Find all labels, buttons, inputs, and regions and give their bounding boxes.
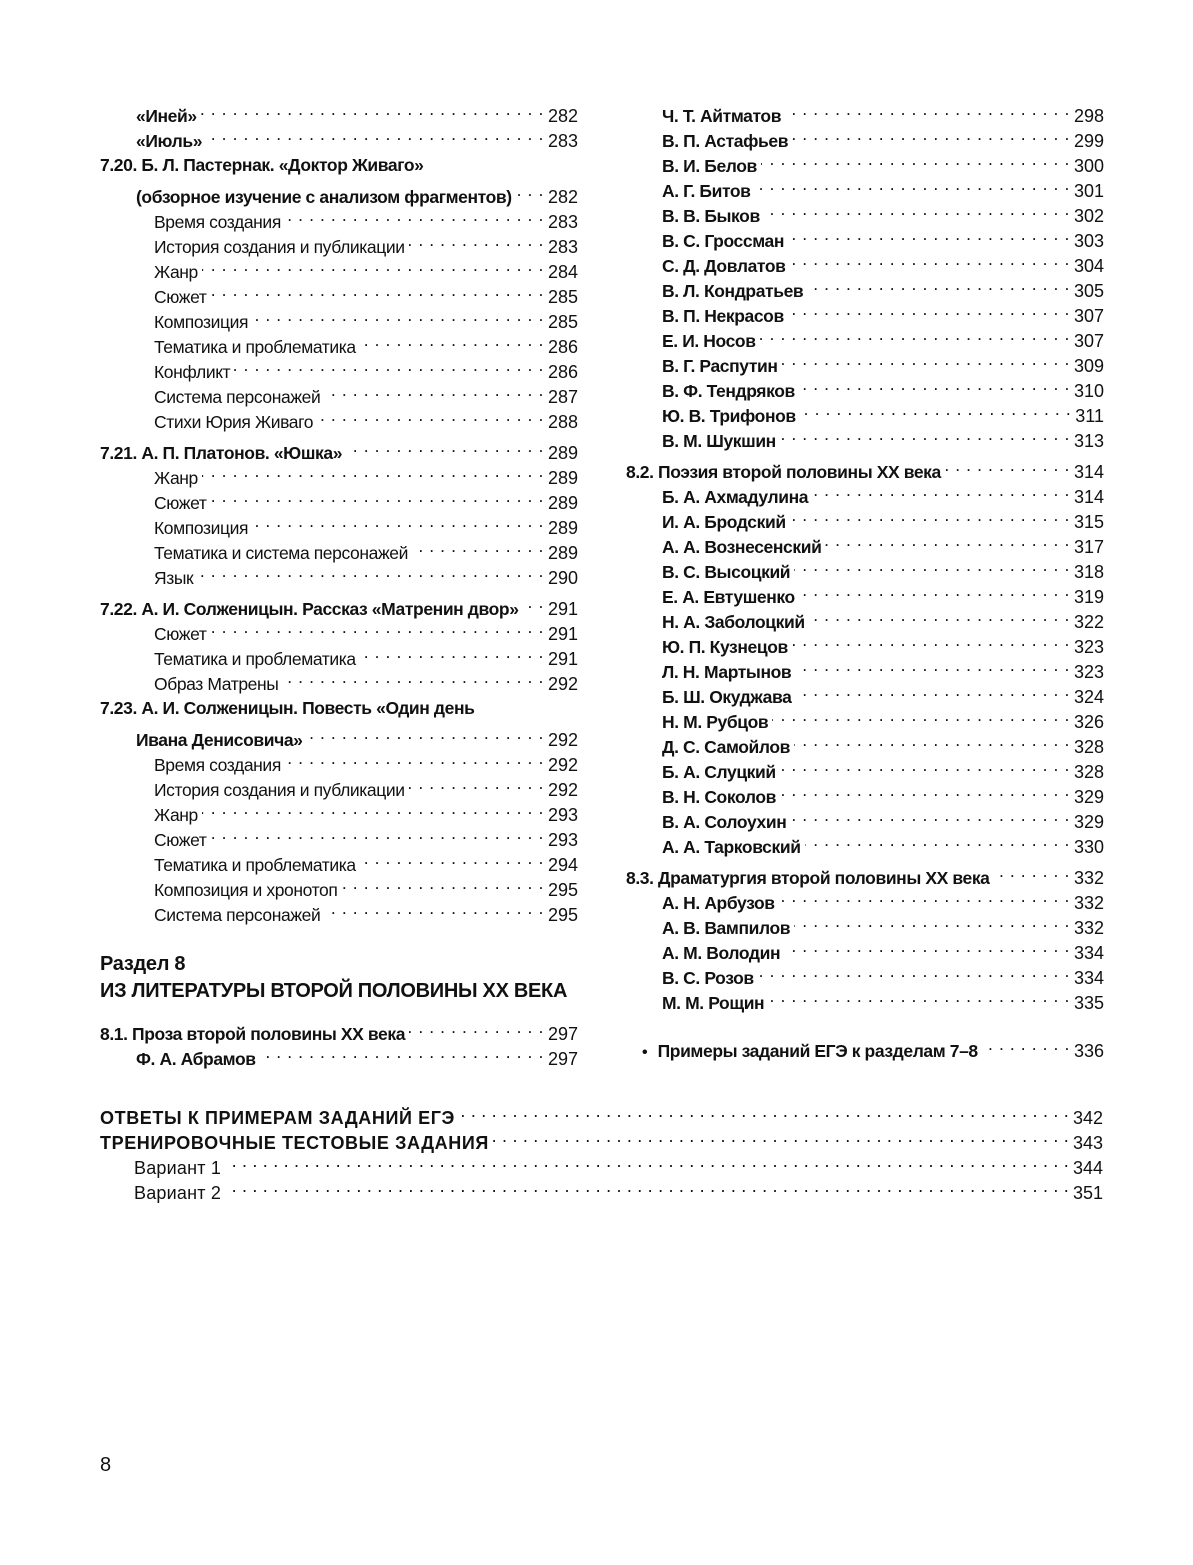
dot-leader	[202, 253, 544, 278]
toc-entry-title: В. П. Некрасов	[662, 306, 784, 326]
toc-entry[interactable]	[100, 721, 578, 750]
dot-leader	[825, 528, 1070, 553]
toc-section-7-23	[100, 696, 578, 925]
toc-entry-page: 324	[1073, 687, 1104, 707]
toc-entry-title: А. А. Тарковский	[662, 837, 801, 857]
toc-entry[interactable]	[626, 859, 1104, 888]
toc-entry-page: 343	[1072, 1133, 1103, 1153]
dot-leader	[794, 553, 1070, 578]
toc-entry-page: 292	[547, 780, 578, 800]
toc-entry-title: Стихи Юрия Живаго	[154, 412, 314, 432]
toc-entry[interactable]	[100, 97, 578, 126]
toc-entry-page: 292	[547, 755, 578, 775]
toc-entry-title: В. П. Астафьев	[662, 131, 789, 151]
toc-entry-title: ОТВЕТЫ К ПРИМЕРАМ ЗАДАНИЙ ЕГЭ	[100, 1108, 455, 1128]
dot-leader	[202, 459, 544, 484]
dot-leader	[360, 846, 544, 871]
toc-entry-page: 351	[1072, 1183, 1103, 1203]
toc-entry-title: В. С. Гроссман	[662, 231, 785, 251]
toc-section-8-2	[626, 453, 1104, 857]
dot-leader	[785, 97, 1070, 122]
toc-entry-page: 290	[547, 568, 578, 588]
dot-leader	[780, 422, 1070, 447]
dot-leader	[346, 434, 544, 459]
toc-subentry[interactable]	[626, 97, 1104, 126]
toc-entry-page: 298	[1073, 106, 1104, 126]
dot-leader	[341, 871, 544, 896]
toc-entry-page: 322	[1073, 612, 1104, 632]
toc-entry-title: Композиция и хронотоп	[154, 880, 338, 900]
toc-entry-title: Композиция	[154, 312, 249, 332]
toc-entry-page: 295	[547, 880, 578, 900]
toc-bottom-section	[100, 1099, 1103, 1203]
toc-entry-page: 319	[1073, 587, 1104, 607]
dot-leader	[764, 197, 1070, 222]
toc-entry-title: В. И. Белов	[662, 156, 757, 176]
dot-leader	[360, 640, 544, 665]
toc-entry-page: 305	[1073, 281, 1104, 301]
dot-leader	[493, 1124, 1069, 1149]
toc-entry-title: Н. М. Рубцов	[662, 712, 769, 732]
toc-entry-page: 283	[547, 237, 578, 257]
toc-section-8-3	[626, 859, 1104, 1013]
dot-leader	[225, 1174, 1069, 1199]
toc-entry-page: 313	[1073, 431, 1104, 451]
dot-leader	[360, 328, 544, 353]
toc-entry-page: 314	[1073, 462, 1104, 482]
section-title-line1[interactable]: 7.23. А. И. Солженицын. Повесть «Один день	[100, 698, 475, 718]
toc-section-8-1	[100, 1015, 578, 1069]
dot-leader	[252, 303, 544, 328]
toc-entry-title: В. С. Розов	[662, 968, 754, 988]
dot-leader	[982, 1032, 1070, 1057]
toc-entry-page: 292	[547, 730, 578, 750]
dot-leader	[285, 203, 544, 228]
toc-entry-title: Б. А. Ахмадулина	[662, 487, 809, 507]
toc-entry-page: 304	[1073, 256, 1104, 276]
dot-leader	[202, 796, 544, 821]
toc-entry-title: ТРЕНИРОВОЧНЫЕ ТЕСТОВЫЕ ЗАДАНИЯ	[100, 1133, 489, 1153]
toc-entry-page: 289	[547, 443, 578, 463]
toc-entry-title: Б. Ш. Окуджава	[662, 687, 792, 707]
dot-leader	[210, 278, 544, 303]
toc-entry-page: 323	[1073, 662, 1104, 682]
toc-entry-title: Тематика и проблематика	[154, 337, 356, 357]
toc-section-8-1-continued	[626, 97, 1104, 451]
section-title: 7.22. А. И. Солженицын. Рассказ «Матренин двор»	[100, 599, 519, 619]
dot-leader	[788, 297, 1070, 322]
section-title: 7.21. А. П. Платонов. «Юшка»	[100, 443, 343, 463]
dot-leader	[761, 147, 1070, 172]
toc-entry[interactable]	[100, 590, 578, 619]
toc-entry-title: История создания и публикации	[154, 780, 405, 800]
toc-entry-answers[interactable]	[100, 1099, 1103, 1128]
dot-leader	[805, 828, 1070, 853]
section-title: 8.3. Драматургия второй половины XX века	[626, 868, 990, 888]
toc-left-column	[100, 97, 578, 1069]
toc-entry-page: 297	[547, 1049, 578, 1069]
dot-leader	[758, 959, 1070, 984]
toc-entry-page: 283	[547, 212, 578, 232]
dot-leader	[412, 534, 544, 559]
toc-entry-examples[interactable]	[626, 1032, 1104, 1061]
dot-leader	[784, 934, 1070, 959]
dot-leader	[317, 403, 544, 428]
toc-entry-title: Вариант 1	[134, 1158, 222, 1178]
toc-entry-page: 328	[1073, 737, 1104, 757]
toc-entry-title: В. Л. Кондратьев	[662, 281, 804, 301]
dot-leader	[790, 803, 1070, 828]
dot-leader	[206, 122, 544, 147]
toc-entry-page: 344	[1072, 1158, 1103, 1178]
toc-entry-title: А. А. Вознесенский	[662, 537, 822, 557]
toc-entry-title: Тематика и система персонажей	[154, 543, 408, 563]
toc-entry-title: В. В. Быков	[662, 206, 760, 226]
toc-entry-title: В. Н. Соколов	[662, 787, 776, 807]
dot-leader	[772, 703, 1070, 728]
dot-leader	[768, 984, 1070, 1009]
toc-entry-page: 332	[1073, 893, 1104, 913]
toc-entry-title: В. А. Солоухин	[662, 812, 787, 832]
page-number: 8	[100, 1454, 112, 1476]
toc-entry-title: Д. С. Самойлов	[662, 737, 791, 757]
toc-entry-page: 330	[1073, 837, 1104, 857]
toc-entry-title: А. Н. Арбузов	[662, 893, 775, 913]
dot-leader	[409, 771, 544, 796]
toc-entry-title: А. Г. Битов	[662, 181, 751, 201]
toc-entry-page: 285	[547, 287, 578, 307]
toc-entry-page: 334	[1073, 968, 1104, 988]
toc-entry-title: Жанр	[154, 262, 198, 282]
toc-section-7-22	[100, 590, 578, 694]
toc-entry-page: 286	[547, 362, 578, 382]
toc-entry-title: Композиция	[154, 518, 249, 538]
toc-entry-title: Система персонажей	[154, 905, 321, 925]
toc-entry-page: 300	[1073, 156, 1104, 176]
toc-entry[interactable]	[100, 178, 578, 207]
toc-entry-title: «Июль»	[136, 131, 203, 151]
toc-entry-page: 332	[1073, 918, 1104, 938]
toc-entry-page: 285	[547, 312, 578, 332]
toc-entry-page: 289	[547, 468, 578, 488]
dot-leader	[799, 372, 1070, 397]
toc-entry-title: А. М. Володин	[662, 943, 781, 963]
dot-leader	[210, 821, 544, 846]
dot-leader	[285, 746, 544, 771]
toc-right-column	[626, 97, 1104, 1061]
toc-entry-title: Время создания	[154, 755, 281, 775]
toc-entry-title: Вариант 2	[134, 1183, 222, 1203]
dot-leader	[234, 353, 544, 378]
dot-leader	[459, 1099, 1069, 1124]
toc-entry-page: 291	[547, 649, 578, 669]
dot-leader	[210, 615, 544, 640]
toc-entry-page: 329	[1073, 812, 1104, 832]
toc-entry-page: 289	[547, 493, 578, 513]
toc-entry-variant[interactable]	[100, 1149, 1103, 1178]
toc-entry-title: М. М. Рощин	[662, 993, 765, 1013]
toc-entry-title: Н. А. Заболоцкий	[662, 612, 805, 632]
toc-entry-page: 323	[1073, 637, 1104, 657]
toc-entry-page: 342	[1072, 1108, 1103, 1128]
toc-entry-title: Сюжет	[154, 624, 207, 644]
toc-entry-page: 311	[1075, 406, 1104, 426]
toc-entry-page: 326	[1073, 712, 1104, 732]
section-title: 8.2. Поэзия второй половины XX века	[626, 462, 941, 482]
section-title-line2: Ивана Денисовича»	[136, 730, 303, 750]
toc-entry-title: В. С. Высоцкий	[662, 562, 791, 582]
toc-entry-title: Примеры заданий ЕГЭ к разделам 7–8	[657, 1041, 978, 1061]
dot-leader	[260, 1040, 544, 1065]
dot-leader	[782, 347, 1070, 372]
section-title-line2: (обзорное изучение с анализом фрагментов)	[136, 187, 512, 207]
dot-leader	[799, 578, 1070, 603]
toc-entry-page: 292	[547, 674, 578, 694]
dot-leader	[755, 172, 1070, 197]
toc-entry-title: Л. Н. Мартынов	[662, 662, 792, 682]
toc-entry-page: 303	[1073, 231, 1104, 251]
toc-entry-page: 332	[1073, 868, 1104, 888]
toc-entry-page: 307	[1073, 306, 1104, 326]
toc-entry-title: Сюжет	[154, 493, 207, 513]
toc-entry-title: Образ Матрены	[154, 674, 279, 694]
dot-leader	[307, 721, 544, 746]
toc-entry-title: История создания и публикации	[154, 237, 405, 257]
toc-entry-title: Е. И. Носов	[662, 331, 756, 351]
toc-section-7-21	[100, 434, 578, 588]
toc-entry-title: В. Ф. Тендряков	[662, 381, 795, 401]
toc-entry[interactable]	[626, 453, 1104, 482]
toc-entry-title: С. Д. Довлатов	[662, 256, 786, 276]
toc-entry-page: 289	[547, 518, 578, 538]
toc-entry-page: 336	[1073, 1041, 1104, 1061]
dot-leader	[282, 665, 544, 690]
dot-leader	[812, 478, 1070, 503]
section-title-line1[interactable]: 7.20. Б. Л. Пастернак. «Доктор Живаго»	[100, 155, 424, 175]
dot-leader	[516, 178, 544, 203]
dot-leader	[197, 559, 544, 584]
toc-entry-page: 310	[1073, 381, 1104, 401]
toc-entry-title: «Иней»	[136, 106, 197, 126]
toc-entry-variant[interactable]	[100, 1174, 1103, 1203]
toc-entry-page: 286	[547, 337, 578, 357]
dot-leader	[792, 122, 1070, 147]
toc-entry-title: Ю. П. Кузнецов	[662, 637, 788, 657]
toc-entry-page: 301	[1073, 181, 1104, 201]
dot-leader	[523, 590, 544, 615]
dot-leader	[780, 753, 1070, 778]
dot-leader	[994, 859, 1070, 884]
toc-entry-page: 294	[547, 855, 578, 875]
toc-entry-page: 299	[1073, 131, 1104, 151]
toc-entry-page: 318	[1073, 562, 1104, 582]
toc-entry-title: Система персонажей	[154, 387, 321, 407]
dot-leader	[324, 896, 544, 921]
dot-leader	[790, 247, 1070, 272]
toc-entry-title: А. В. Вампилов	[662, 918, 791, 938]
toc-entry-title: Язык	[154, 568, 194, 588]
dot-leader	[788, 222, 1070, 247]
toc-entry-page: 335	[1073, 993, 1104, 1013]
toc-entry-page: 314	[1073, 487, 1104, 507]
toc-entry-title: В. Г. Распутин	[662, 356, 778, 376]
dot-leader	[779, 884, 1070, 909]
section-title: 8.1. Проза второй половины XX века	[100, 1024, 406, 1044]
dot-leader	[760, 322, 1070, 347]
dot-leader	[945, 453, 1070, 478]
toc-entry-page: 283	[547, 131, 578, 151]
toc-entry-title: Ч. Т. Айтматов	[662, 106, 782, 126]
toc-entry-title: Ф. А. Абрамов	[136, 1049, 256, 1069]
toc-entry-page: 291	[547, 599, 578, 619]
toc-entry-title: Б. А. Слуцкий	[662, 762, 776, 782]
toc-entry-page: 297	[547, 1024, 578, 1044]
toc-entry-page: 293	[547, 830, 578, 850]
dot-leader	[807, 272, 1070, 297]
toc-entry-page: 282	[547, 187, 578, 207]
dot-leader	[792, 628, 1070, 653]
dot-leader	[252, 509, 544, 534]
toc-section-7-20	[100, 153, 578, 432]
toc-entry-title: Сюжет	[154, 287, 207, 307]
toc-entry-page: 288	[547, 412, 578, 432]
dot-leader	[780, 778, 1070, 803]
dot-leader	[790, 503, 1070, 528]
toc-entry-page: 309	[1073, 356, 1104, 376]
toc-entry[interactable]	[100, 1015, 578, 1044]
toc-entry-page: 284	[547, 262, 578, 282]
toc-entry[interactable]	[100, 434, 578, 463]
toc-entry-page: 317	[1073, 537, 1104, 557]
toc-entry-page: 289	[547, 543, 578, 563]
toc-entry-title: Е. А. Евтушенко	[662, 587, 795, 607]
toc-entry-page: 328	[1073, 762, 1104, 782]
toc-entry-page: 302	[1073, 206, 1104, 226]
toc-entry-title: Жанр	[154, 805, 198, 825]
toc-entry-page: 295	[547, 905, 578, 925]
toc-entry-page: 282	[547, 106, 578, 126]
toc-entry-title: Время создания	[154, 212, 281, 232]
part-title: ИЗ ЛИТЕРАТУРЫ ВТОРОЙ ПОЛОВИНЫ XX ВЕКА	[100, 980, 568, 1002]
part-heading	[100, 951, 578, 1005]
toc-entry-title: В. М. Шукшин	[662, 431, 776, 451]
part-label: Раздел 8	[100, 953, 186, 975]
dot-leader	[800, 397, 1072, 422]
toc-entry-page: 287	[547, 387, 578, 407]
dot-leader	[795, 678, 1070, 703]
dot-leader	[409, 228, 544, 253]
dot-leader	[210, 484, 544, 509]
dot-leader	[225, 1149, 1069, 1174]
dot-leader	[324, 378, 544, 403]
toc-entry-title: Тематика и проблематика	[154, 855, 356, 875]
dot-leader	[409, 1015, 544, 1040]
toc-entry-page: 315	[1073, 512, 1104, 532]
toc-entry-title: Ю. В. Трифонов	[662, 406, 796, 426]
bullet-icon: •	[642, 1044, 648, 1061]
toc-entry-title: Тематика и проблематика	[154, 649, 356, 669]
toc-entry-page: 291	[547, 624, 578, 644]
dot-leader	[795, 653, 1070, 678]
toc-entry-page: 307	[1073, 331, 1104, 351]
dot-leader	[794, 909, 1070, 934]
dot-leader	[794, 728, 1070, 753]
dot-leader	[201, 97, 544, 122]
toc-entry-page: 329	[1073, 787, 1104, 807]
toc-entry-page: 293	[547, 805, 578, 825]
toc-entry-title: Сюжет	[154, 830, 207, 850]
toc-entry-page: 334	[1073, 943, 1104, 963]
toc-entry-title: Жанр	[154, 468, 198, 488]
toc-entry-title: Конфликт	[154, 362, 231, 382]
toc-entry-title: И. А. Бродский	[662, 512, 786, 532]
dot-leader	[809, 603, 1070, 628]
